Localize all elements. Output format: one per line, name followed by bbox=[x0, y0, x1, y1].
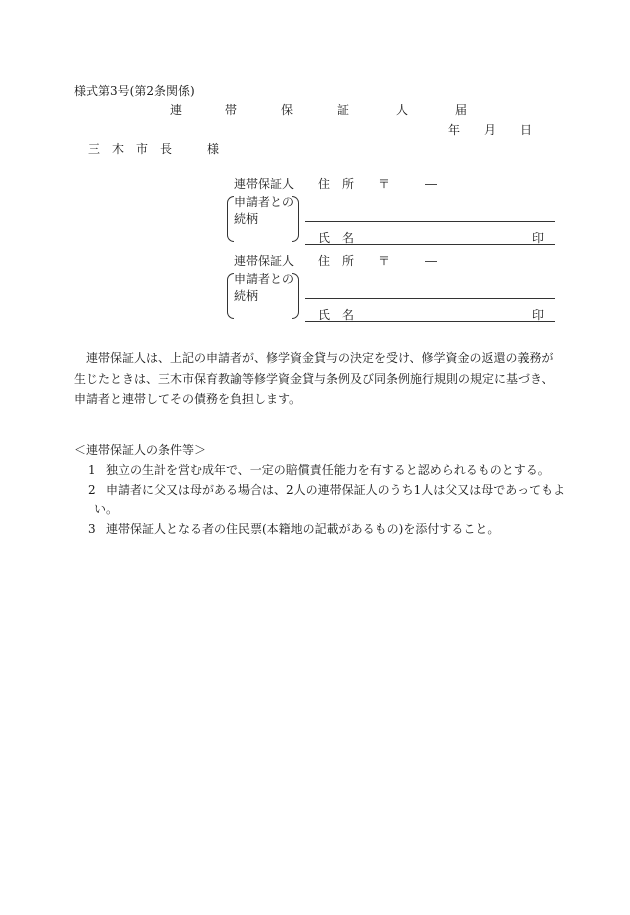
date-year-label: 年 bbox=[448, 123, 461, 137]
title-char: 保 bbox=[281, 103, 294, 117]
condition-item bbox=[88, 460, 550, 480]
guarantor-role-label: 連帯保証人 bbox=[234, 254, 295, 268]
address-label: 住 所 bbox=[318, 254, 355, 268]
condition-number: 2 bbox=[88, 483, 96, 497]
address-line[interactable] bbox=[305, 221, 555, 222]
relation-label-line1: 申請者との bbox=[234, 195, 295, 209]
seal-label: 印 bbox=[532, 231, 545, 245]
postal-mark-icon: 〒 bbox=[378, 254, 391, 268]
address-line[interactable] bbox=[305, 298, 555, 299]
title-char: 届 bbox=[455, 103, 468, 117]
right-bracket bbox=[292, 196, 299, 242]
guarantor-role-label: 連帯保証人 bbox=[234, 177, 295, 191]
postal-dash: ― bbox=[425, 177, 437, 191]
condition-text: 独立の生計を営む成年で、一定の賠償責任能力を有すると認められるものとする。 bbox=[106, 463, 550, 477]
date-day-label: 日 bbox=[520, 123, 533, 137]
conditions-heading: ＜連帯保証人の条件等＞ bbox=[74, 443, 207, 457]
left-bracket bbox=[227, 273, 234, 319]
statement-paragraph: 連帯保証人は、上記の申請者が、修学資金貸与の決定を受け、修学資金の返還の義務が生じたときは、三木市保育教諭等修学資金貸与条例及び同条例施行規則の規定に基づき、申請者と連帯してその債務を負担します。 bbox=[74, 351, 554, 406]
relation-label-line1: 申請者との bbox=[234, 272, 295, 286]
date-month-label: 月 bbox=[484, 123, 497, 137]
relation-label-line2: 続柄 bbox=[234, 289, 259, 303]
condition-item bbox=[88, 519, 499, 539]
condition-item bbox=[88, 480, 565, 500]
name-label: 氏 名 bbox=[318, 308, 355, 322]
title-char: 証 bbox=[337, 103, 350, 117]
condition-number: 1 bbox=[88, 463, 96, 477]
condition-text-continuation: い。 bbox=[94, 502, 119, 516]
title-char: 人 bbox=[396, 103, 409, 117]
addressee-city: 三 木 市 長 bbox=[88, 142, 173, 156]
title-char: 連 bbox=[170, 103, 183, 117]
right-bracket bbox=[292, 273, 299, 319]
condition-number: 3 bbox=[88, 522, 96, 536]
name-label: 氏 名 bbox=[318, 231, 355, 245]
name-line[interactable] bbox=[305, 321, 555, 322]
form-title bbox=[0, 103, 630, 117]
seal-label: 印 bbox=[532, 308, 545, 322]
name-line[interactable] bbox=[305, 244, 555, 245]
condition-text: 連帯保証人となる者の住民票(本籍地の記載があるもの)を添付すること。 bbox=[106, 522, 500, 536]
address-label: 住 所 bbox=[318, 177, 355, 191]
relation-label-line2: 続柄 bbox=[234, 212, 259, 226]
form-number: 様式第3号(第2条関係) bbox=[74, 84, 195, 98]
postal-dash: ― bbox=[425, 254, 437, 268]
addressee-honorific: 様 bbox=[207, 142, 220, 156]
left-bracket bbox=[227, 196, 234, 242]
postal-mark-icon: 〒 bbox=[378, 177, 391, 191]
condition-text: 申請者に父又は母がある場合は、2人の連帯保証人のうち1人は父又は母であってもよ bbox=[106, 483, 566, 497]
title-char: 帯 bbox=[225, 103, 238, 117]
